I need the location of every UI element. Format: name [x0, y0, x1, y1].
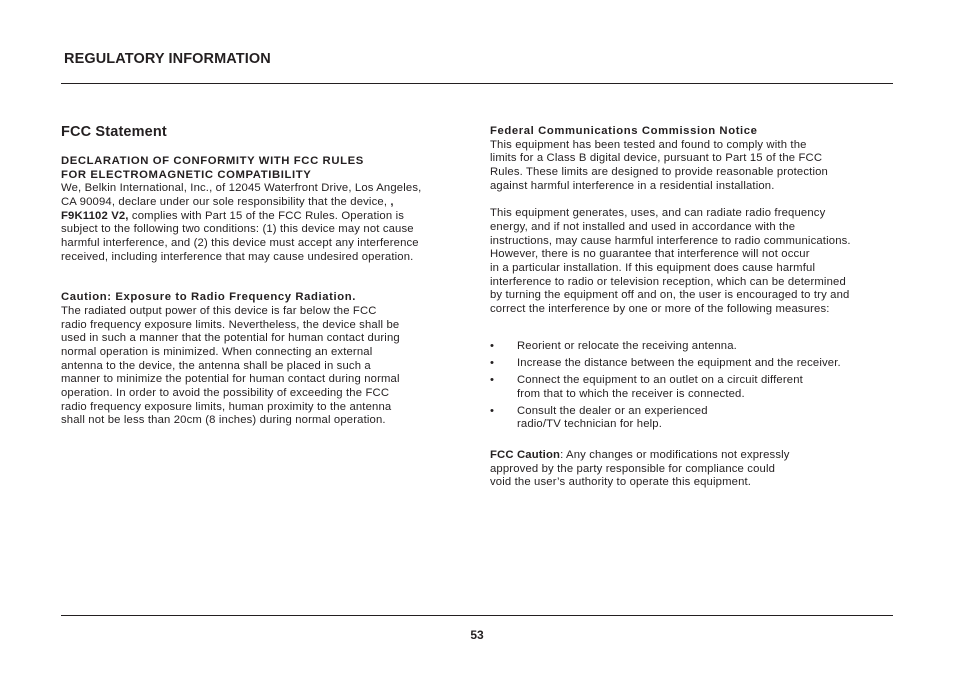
caution-heading: Caution: Exposure to Radio Frequency Radiation.	[61, 291, 356, 304]
notice-paragraph-1: This equipment has been tested and found to comply with the limits for a Class B digital device, pursuant to Part 15 of the FCC Rules. These limits are designed to provide reasonable protection against harmful interference in a residential installation.	[490, 138, 828, 192]
section-title: FCC Statement	[61, 124, 167, 140]
declaration-comma: ,	[387, 195, 394, 208]
fcc-caution-paragraph	[490, 449, 900, 490]
footer-divider	[61, 615, 893, 616]
caution-body: The radiated output power of this device is far below the FCC radio frequency exposure limits. Nevertheless, the device shall be used in such a manner that the potential for human contact during normal operation is minimized. When connecting an external antenna to the device, the antenna shall be placed in such a manner to minimize the potential for human contact during normal operation. In order to avoid the possibility of exceeding the FCC radio frequency exposure limits, human proximity to the antenna shall not be less than 20cm (8 inches) during normal operation.	[61, 304, 400, 427]
notice-heading: Federal Communications Commission Notice	[490, 125, 758, 137]
declaration-text-part1: We, Belkin International, Inc., of 12045 Waterfront Drive, Los Angeles, CA 90094, declare under our sole responsibility that the device,	[61, 182, 422, 208]
list-item-text: Increase the distance between the equipment and the receiver.	[517, 356, 841, 369]
list-item-text: Connect the equipment to an outlet on a circuit different from that to which the receiver is connected.	[517, 373, 803, 400]
list-item	[490, 374, 900, 401]
bullet-icon: •	[490, 373, 495, 386]
fcc-caution-text: : Any changes or modifications not expressly approved by the party responsible for compliance could void the user’s authority to operate this equipment.	[490, 448, 790, 489]
page-number: 53	[470, 628, 484, 642]
declaration-paragraph	[61, 182, 471, 264]
list-item-text: Consult the dealer or an experienced radio/TV technician for help.	[517, 404, 708, 431]
list-item	[490, 340, 900, 354]
header-divider	[61, 83, 893, 84]
declaration-heading: DECLARATION OF CONFORMITY WITH FCC RULES FOR ELECTROMAGNETIC COMPATIBILITY	[61, 155, 364, 181]
list-item	[490, 405, 900, 432]
list-item-text: Reorient or relocate the receiving antenna.	[517, 339, 737, 352]
page-header-title: REGULATORY INFORMATION	[64, 51, 271, 67]
bullet-icon: •	[490, 356, 495, 369]
declaration-text-part2: complies with Part 15 of the FCC Rules. Operation is subject to the following two conditions: (1) this device may not cause harmful interference, and (2) this device must accept any interference received, including interference that may cause undesired operation.	[61, 209, 419, 263]
notice-paragraph-2: This equipment generates, uses, and can radiate radio frequency energy, and if not installed and used in accordance with the instructions, may cause harmful interference to radio communications. However, there is no guarantee that interference will not occur in a particular installation. If this equipment does cause harmful interference to radio or television reception, which can be determined by turning the equipment off and on, the user is encouraged to try and correct the interference by one or more of the following measures:	[490, 207, 851, 315]
list-item	[490, 357, 900, 371]
measures-list	[490, 340, 900, 432]
fcc-caution-label: FCC Caution	[490, 448, 561, 461]
left-column	[61, 123, 471, 428]
bullet-icon: •	[490, 404, 495, 417]
model-number: F9K1102 V2,	[61, 209, 129, 222]
bullet-icon: •	[490, 339, 495, 352]
right-column	[490, 125, 900, 490]
